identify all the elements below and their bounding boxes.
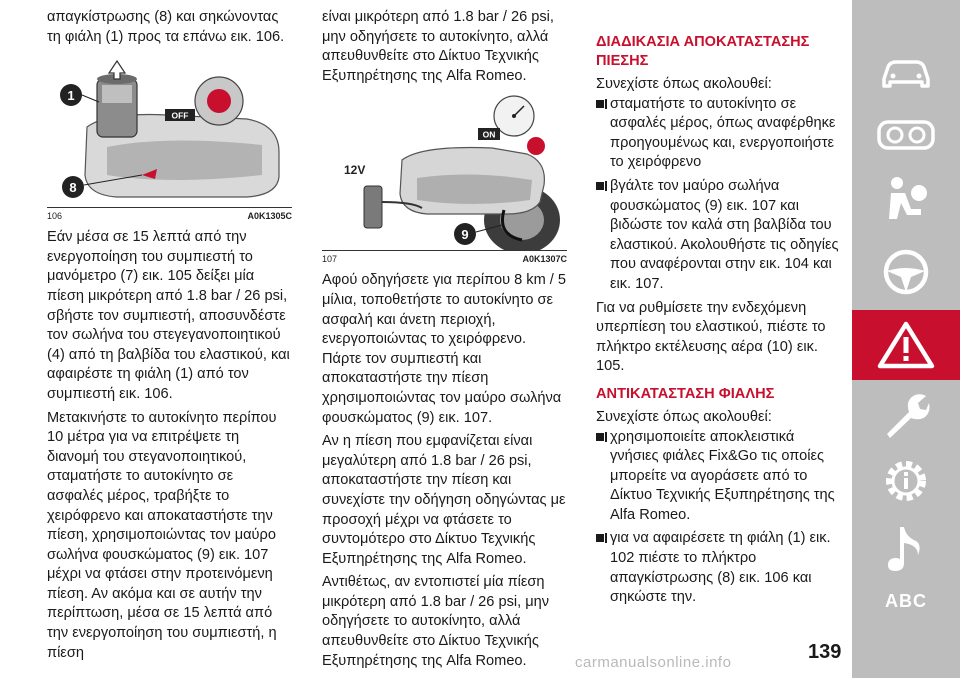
car-icon[interactable] <box>852 44 960 104</box>
figure-caption <box>47 210 292 222</box>
dashboard-icon[interactable] <box>852 110 960 160</box>
compressor-bottle-illustration <box>47 57 292 207</box>
section-heading: ΑΝΤΙΚΑΤΑΣΤΑΣΗ ΦΙΑΛΗΣ <box>596 385 775 402</box>
abc-label: ABC <box>885 590 927 611</box>
list-item <box>596 529 841 607</box>
page-number: 139 <box>808 641 842 663</box>
paragraph: Για να ρυθμίσετε την ενδεχόμενη υπερπίεση του ελαστικού, πιέστε το πλήκτρο εκτέλευσης αέρα (10) εικ. 105. <box>596 299 826 375</box>
list-item-text: σταματήστε το αυτοκίνητο σε ασφαλές μέρος, όπως αναφέρθηκε προηγουμένως και, ενεργοποιήστε το χειρόφρενο <box>610 95 836 171</box>
on-label: ON <box>482 129 496 140</box>
steering-wheel-icon[interactable] <box>852 240 960 304</box>
section-heading: ΔΙΑΔΙΚΑΣΙΑ ΑΠΟΚΑΤΑΣΤΑΣΗΣ ΠΙΕΣΗΣ <box>596 34 810 69</box>
callout-8: 8 <box>69 180 77 196</box>
checkbox-bullet-icon <box>596 534 604 542</box>
gear-info-icon[interactable] <box>852 450 960 512</box>
column-left <box>47 8 292 667</box>
checkbox-bullet-icon <box>596 100 604 108</box>
callout-9: 9 <box>461 227 469 243</box>
paragraph: Αν η πίεση που εμφανίζεται είναι μεγαλύτερη από 1.8 bar / 26 psi, αποκαταστήστε την πίεση και συνεχίστε την οδήγηση οδηγώντας με προσοχή μέχρι να φτάσετε το συντομότερο στο Δίκτυο Τεχνικής Εξυπηρέτησης της Alfa Romeo. <box>322 433 566 567</box>
figure-number: 107 <box>322 254 338 265</box>
figure-number: 106 <box>47 211 63 222</box>
airbag-person-icon[interactable] <box>852 170 960 232</box>
list-item <box>596 428 841 526</box>
figure-caption <box>322 253 567 265</box>
figure-106 <box>47 57 292 208</box>
intro-text: Συνεχίστε όπως ακολουθεί: <box>596 408 772 425</box>
paragraph: είναι μικρότερη από 1.8 bar / 26 psi, μην οδηγήσετε το αυτοκίνητο, αλλά απευθυνθείτε στο Δίκτυο Τεχνικής Εξυπηρέτησης της Alfa Romeo. <box>322 9 554 84</box>
watermark-text: carmanualsonline.info <box>575 654 732 671</box>
paragraph: Εάν μέσα σε 15 λεπτά από την ενεργοποίηση του συμπιεστή το μανόμετρο (7) εικ. 105 δείξει μία πίεση μικρότερη από 1.8 bar / 26 psi, σβήστε τον συμπιεστή, αποσυνδέστε τον σωλήνα του στεγεγανοποιητικού (4) από τη βαλβίδα του ελαστικού, και αφαιρέστε τη φιάλη (1) από τον συμπιεστή εικ. 106. <box>47 229 290 402</box>
column-right <box>596 33 841 612</box>
intro-text: Συνεχίστε όπως ακολουθεί: <box>596 76 772 92</box>
checkbox-bullet-icon <box>596 433 604 441</box>
figure-code: A0K1307C <box>522 254 567 265</box>
list-item <box>596 95 841 173</box>
wrench-icon[interactable] <box>852 384 960 446</box>
figure-107 <box>322 90 567 251</box>
compressor-tyre-illustration <box>322 90 567 250</box>
paragraph: Μετακινήστε το αυτοκίνητο περίπου 10 μέτρα για να επιτρέψετε τη διανομή του στεγανοποιητικού, σταματήστε το αυτοκίνητο σε ασφαλές μέρος, τραβήξτε το χειρόφρενο και αποκαταστήστε την πίεση, χρησιμοποιώντας τον μαύρο σωλήνα φουσκώματος (9) εικ. 107 μέχρι να φτάσει στην προτεινόμενη πίεση. Αν ακόμα και σε αυτήν την περίπτωση, μέσα σε 15 λεπτά από την ενεργοποίηση του συμπιεστή, η πίεση <box>47 409 277 661</box>
figure-code: A0K1305C <box>247 211 292 222</box>
chapter-sidebar <box>852 0 960 678</box>
paragraph: απαγκίστρωσης (8) και σηκώνοντας τη φιάλη (1) προς τα επάνω εικ. 106. <box>47 9 285 45</box>
list-item <box>596 177 841 295</box>
warning-triangle-icon[interactable] <box>852 310 960 380</box>
checkbox-bullet-icon <box>596 182 604 190</box>
list-item-text: για να αφαιρέσετε τη φιάλη (1) εικ. 102 πιέστε το πλήκτρο απαγκίστρωσης (8) εικ. 106 και σηκώστε την. <box>610 530 831 606</box>
column-middle <box>322 8 567 675</box>
abc-index-label[interactable] <box>852 586 960 616</box>
callout-1: 1 <box>67 88 75 104</box>
list-item-text: χρησιμοποιείτε αποκλειστικά γνήσιες φιάλες Fix&Go τις οποίες μπορείτε να αγοράσετε από το Δίκτυο Τεχνικής Εξυπηρέτησης της Alfa Romeo. <box>610 428 835 523</box>
paragraph: Αντιθέτως, αν εντοπιστεί μία πίεση μικρότερη από 1.8 bar / 26 psi, μην οδηγήσετε το αυτοκίνητο, αλλά απευθυνθείτε στο Δίκτυο Τεχνικής Εξυπηρέτησης της Alfa Romeo. <box>322 574 550 669</box>
off-label: OFF <box>171 110 189 121</box>
paragraph: Αφού οδηγήσετε για περίπου 8 km / 5 μίλια, τοποθετήστε το αυτοκίνητο σε ασφαλή και άνετη περιοχή, ενεργοποιώντας το χειρόφρενο. Πάρτε τον συμπιεστή και αποκαταστήστε την πίεση χρησιμοποιώντας τον μαύρο σωλήνα φουσκώματος (9) εικ. 107. <box>322 272 567 426</box>
list-item-text: βγάλτε τον μαύρο σωλήνα φουσκώματος (9) εικ. 107 και βιδώστε τον καλά στη βαλβίδα του ελαστικού. Ακολουθήστε τις οδηγίες που αναφέρονται στην εικ. 104 και εικ. 107. <box>610 177 839 292</box>
music-note-icon[interactable] <box>852 516 960 578</box>
v-label: 12V <box>344 163 366 178</box>
